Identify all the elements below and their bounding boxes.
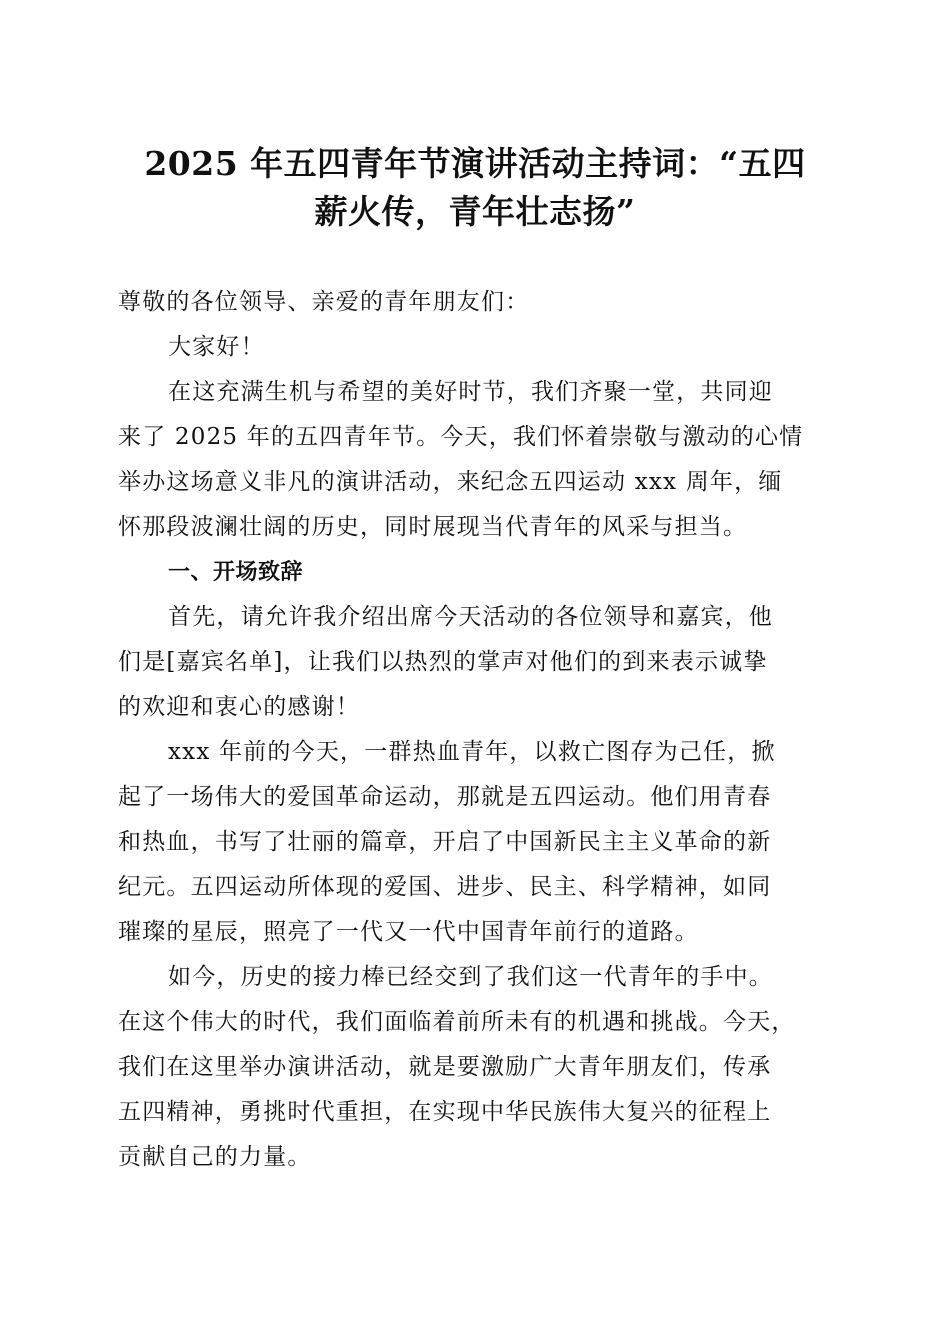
greeting	[118, 325, 832, 370]
salutation-text: 尊敬的各位领导、亲爱的青年朋友们：	[118, 289, 530, 315]
paragraph-line: 在这充满生机与希望的美好时节，我们齐聚一堂，共同迎	[168, 379, 773, 405]
paragraph-line: xxx 年前的今天，一群热血青年，以救亡图存为己任，掀	[168, 739, 776, 765]
document-title	[118, 140, 832, 236]
history-paragraph	[118, 730, 832, 955]
section-heading-text: 一、开场致辞	[168, 560, 304, 585]
paragraph-line: 在这个伟大的时代，我们面临着前所未有的机遇和挑战。今天，	[118, 1009, 796, 1035]
document-body	[118, 280, 832, 1180]
paragraph-line: 我们在这里举办演讲活动，就是要激励广大青年朋友们，传承	[118, 1054, 772, 1080]
section-heading	[118, 550, 832, 595]
title-line: 薪火传，青年壮志扬”	[314, 192, 636, 231]
guest-introduction-paragraph	[118, 595, 832, 730]
intro-paragraph	[118, 370, 832, 550]
paragraph-line: 们是[嘉宾名单]，让我们以热烈的掌声对他们的到来表示诚挚	[118, 649, 768, 675]
paragraph-line: 纪元。五四运动所体现的爱国、进步、民主、科学精神，如同	[118, 874, 772, 900]
title-line: 2025 年五四青年节演讲活动主持词：“五四	[144, 144, 806, 183]
salutation	[118, 280, 832, 325]
paragraph-line: 起了一场伟大的爱国革命运动，那就是五四运动。他们用青春	[118, 784, 772, 810]
paragraph-line: 五四精神，勇挑时代重担，在实现中华民族伟大复兴的征程上	[118, 1099, 772, 1125]
paragraph-line: 怀那段波澜壮阔的历史，同时展现当代青年的风采与担当。	[118, 514, 748, 540]
paragraph-line: 举办这场意义非凡的演讲活动，来纪念五四运动 xxx 周年，缅	[118, 469, 783, 495]
paragraph-line: 如今，历史的接力棒已经交到了我们这一代青年的手中。	[168, 964, 773, 990]
mission-paragraph	[118, 955, 832, 1180]
greeting-text: 大家好！	[168, 334, 265, 360]
paragraph-line: 贡献自己的力量。	[118, 1144, 312, 1170]
paragraph-line: 首先，请允许我介绍出席今天活动的各位领导和嘉宾，他	[168, 604, 773, 630]
paragraph-line: 和热血，书写了壮丽的篇章，开启了中国新民主主义革命的新	[118, 829, 772, 855]
paragraph-line: 的欢迎和衷心的感谢！	[118, 694, 360, 720]
paragraph-line: 来了 2025 年的五四青年节。今天，我们怀着崇敬与激动的心情	[118, 424, 804, 450]
paragraph-line: 璀璨的星辰，照亮了一代又一代中国青年前行的道路。	[118, 919, 699, 945]
